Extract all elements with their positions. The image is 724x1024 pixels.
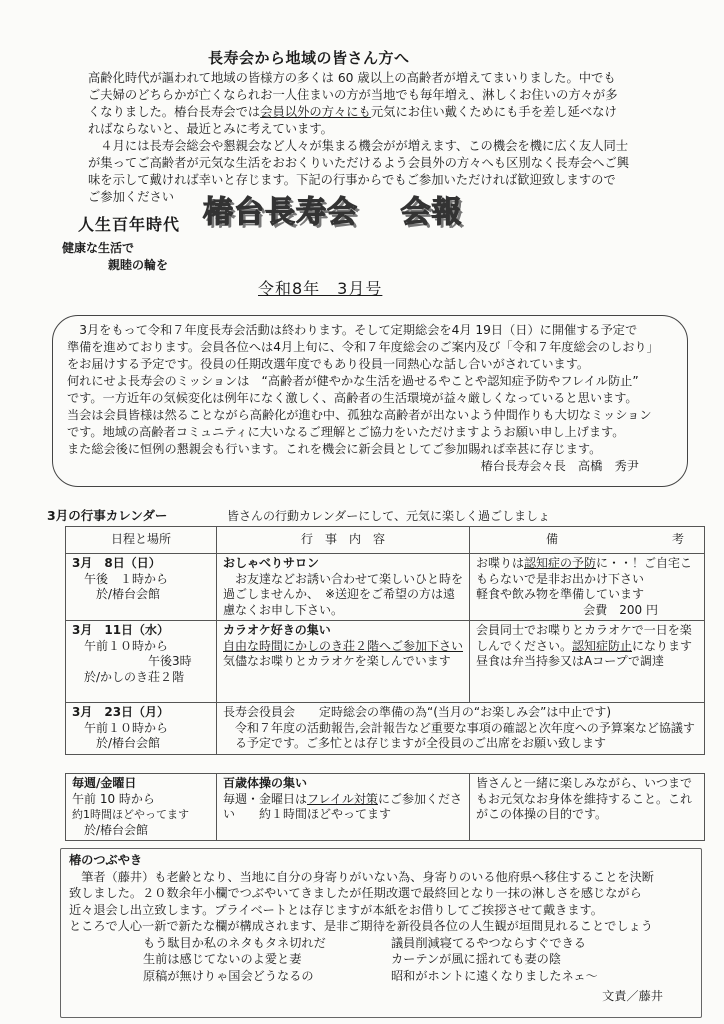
intro-line: ればならないと、最近とみに考えています。 (88, 122, 333, 136)
event-time: 午後 １時から (84, 571, 169, 586)
event-content-cell (217, 703, 705, 755)
table-header-row (66, 527, 705, 554)
header-date-place: 日程と場所 (66, 527, 217, 554)
senryu: もう駄目か私のネタもタネ切れだ (143, 935, 326, 950)
intro-body (88, 70, 688, 206)
event-place: 於/椿台会館 (96, 736, 161, 750)
notice-line: 準備を進めております。会員各位へは4月上旬に、令和７年度総会のご案内及び「令和７年度総会のしおり」 (67, 340, 659, 354)
weekly-date-cell (66, 774, 217, 841)
event-note-line2: 軽食や飲み物を準備しています (476, 587, 645, 601)
column-line: 致しました。２０数余年小欄でつぶやいてきましたが任期改選で最終回となり一抹の淋しさを感じながら (69, 886, 642, 900)
table-row (66, 621, 705, 703)
event-desc-underlined: 自由な時間にかしのき荘２階へご参加下さい (223, 638, 464, 653)
column-line: ところで人心一新で新たな欄が構成されます、是非ご期待を新役員各位の人生観が垣間見れることでしょう (69, 919, 653, 933)
note-text: お喋りは (476, 556, 525, 570)
senryu-list (143, 935, 693, 985)
column-line: 筆者（藤井）も老齢となり、当地に自分の身寄りがいない為、身寄りのいる他府県へ移住することを決断 (81, 869, 654, 884)
notice-line: をお届けする予定です。役員の任期改選年度でもあり役員一同熱心な話し合いがされています。 (67, 357, 590, 371)
event-date-cell (66, 554, 217, 621)
intro-line: が集ってご高齢者が元気な生活をおおくりいただけるよう会員外の方々へも区別なく長寿会へご興 (88, 156, 630, 170)
desc-underline: フレイル対策 (307, 791, 378, 806)
senryu: カーテンが風に揺れても妻の陰 (391, 952, 562, 966)
header-notes (470, 527, 705, 554)
desc-text: にご参加ください 約１時間ほどやってます (223, 791, 462, 821)
intro-line: 高齢化時代が謳われて地域の皆様方の多くは 60 歳以上の高齢者が増えてまいりました。中でも (88, 71, 616, 85)
event-desc: 気儘なお喋りとカラオケを楽しんでいます (223, 654, 451, 668)
notice-line: です。一方近年の気候変化は例年になく激しく、高齢者の生活環境が益々厳しくなっていると思います。 (67, 391, 638, 405)
calendar-title: 3月の行事カレンダー (47, 508, 168, 523)
senryu: 生前は感じてないのよ愛と妻 (143, 952, 302, 966)
note-text: になります (632, 638, 693, 653)
calendar-subtitle: 皆さんの行動カレンダーにして、元気に楽しく過ごしましょ (227, 509, 550, 523)
slogan-sub-2: 親睦の輪を (108, 258, 169, 272)
newsletter-masthead: 椿台長寿会 会報 (203, 195, 463, 230)
header-content: 行 事 内 容 (217, 527, 470, 554)
issue-date: 令和8年 3月号 (258, 279, 383, 298)
event-content-cell (217, 554, 470, 621)
column-line: 近々退会し出立致します。プライベートとは存じますが本紙をお借りしてご挨拶させて戴きます。 (69, 902, 603, 917)
notice-line: 当会は会員皆様は然ることながら高齢化が進む中、孤独な高齢者が出ないよう仲間作りも大切なミッション (67, 408, 652, 422)
senryu: 議員削減寝てるやつならすぐできる (391, 935, 586, 950)
weekly-day: 毎週/金曜日 (72, 776, 137, 790)
event-date-cell (66, 621, 217, 703)
event-date-cell (66, 703, 217, 755)
senryu: 昭和がホントに遠くなりましたネェ〜 (391, 968, 598, 983)
event-note-cell (470, 621, 705, 703)
weekly-place: 於/椿台会館 (84, 822, 149, 837)
event-note-cell (470, 554, 705, 621)
event-note (476, 623, 698, 654)
table-row (66, 703, 705, 755)
event-desc: 令和７年度の活動報告,会計報告など重要な事項の確認と次年度への予算案など協議する予定です。ご多忙とは存じますが全役員のご出席をお願い致します (235, 720, 695, 750)
notice-line: 何れにせよ長寿会のミッションは “高齢者が健やかな生活を過せるやことや認知症予防やフレイル防止” (67, 374, 639, 388)
event-fee: 会費 200 円 (583, 602, 658, 617)
intro-underline: 会員以外の方々にも (260, 105, 371, 119)
intro-line: くなりました。椿台長寿会では (88, 105, 261, 119)
chairman-notice-box (52, 315, 688, 487)
event-name: 長寿会役員会 (223, 705, 296, 719)
notice-line: です。地域の高齢者コミュニティに大いなるご理解とご協力をいただけますようお願い申し上げます。 (67, 425, 625, 439)
weekly-desc (223, 792, 463, 823)
event-date: 3月 23日（月） (72, 705, 170, 719)
event-name: カラオケ好きの集い (223, 623, 331, 637)
intro-line: 味を示して戴ければ幸いと存じます。下記の行事からでもご参加いただければ歓迎致しますので (88, 173, 616, 187)
weekly-note: 皆さんと一緒に楽しみながら、いつまでもお元気なお身体を維持すること。これがこの体操の目的です。 (476, 776, 693, 821)
event-content-cell (217, 621, 470, 703)
table-row (66, 554, 705, 621)
notice-line: 3月をもって令和７年度長寿会活動は終わります。そして定期総会を4月 19日（日）に開催する予定で (79, 323, 638, 337)
column-credit: 文責／藤井 (602, 989, 663, 1003)
note-underline: 認知症防止 (572, 638, 633, 653)
weekly-event-table (65, 773, 705, 841)
event-time: 午前１０時から (84, 638, 169, 653)
event-name: おしゃべりサロン (223, 556, 320, 570)
weekly-time: 午前 10 時から (72, 791, 155, 806)
event-calendar-table (65, 526, 705, 755)
event-place: 於/かしのき荘２階 (84, 669, 185, 684)
notice-signature: 椿台長寿会々長 高橋 秀尹 (480, 459, 639, 473)
weekly-duration: 約1時間ほどやってます (72, 808, 189, 821)
slogan-main: 人生百年時代 (78, 215, 181, 234)
event-note (476, 556, 698, 587)
weekly-note-cell (470, 774, 705, 841)
notice-line: また総会後に恒例の懇親会も行います。これを機会に新会員としてご参加賜れば幸甚に存じます。 (67, 442, 602, 456)
header-notes-left: 備 (546, 532, 559, 547)
intro-title: 長寿会から地域の皆さん方へ (208, 49, 410, 67)
note-underline: 認知症の予防 (524, 556, 597, 570)
event-desc: お友達などお誘い合わせて楽しいひと時を過ごしませんか、 ※送迎をご希望の方は遠慮なくお申し下さい。 (223, 571, 464, 617)
desc-text: 毎週・金曜日は (223, 791, 308, 806)
column-title: 椿のつぶやき (69, 853, 143, 867)
intro-line: ご参加ください (88, 190, 175, 204)
weekly-content-cell (217, 774, 470, 841)
note-text: 会員同士でお喋りとカラオケで一日を楽しんでください。 (476, 623, 692, 653)
event-date: 3月 11日（水） (72, 623, 170, 637)
senryu: 原稿が無けりゃ国会どうなるの (143, 968, 314, 983)
intro-line: ご夫婦のどちらかが亡くなられお一人住まいの方が当地でも毎年増え、淋しくお住いの方々が多 (88, 88, 618, 102)
header-notes-right: 考 (671, 532, 684, 547)
event-note-line2: 昼食は弁当持参又はAコープで調達 (476, 654, 664, 668)
event-headline (223, 705, 698, 721)
event-time: 午前１０時から (84, 720, 169, 735)
intro-line: 元気にお住い戴くためにも手を差し延べなけ (370, 105, 617, 119)
slogan-sub-1: 健康な生活で (62, 241, 135, 255)
event-place: 於/椿台会館 (96, 587, 161, 601)
intro-line: ４月には長寿会総会や懇親会など人々が集まる機会がが増えます、この機会を機に広く友人同士 (100, 139, 629, 153)
column-box (60, 848, 702, 1018)
table-row (66, 774, 705, 841)
weekly-name: 百歳体操の集い (223, 776, 308, 790)
event-date: 3月 8日（日） (72, 556, 161, 570)
event-headline-text: 定時総会の準備の為“(当月の“お楽しみ会”は中止です) (319, 705, 612, 719)
note-text: に・・！ご自宅こもらないで是非お出かけ下さい (476, 556, 693, 586)
event-time-end: 午後3時 (148, 654, 192, 668)
